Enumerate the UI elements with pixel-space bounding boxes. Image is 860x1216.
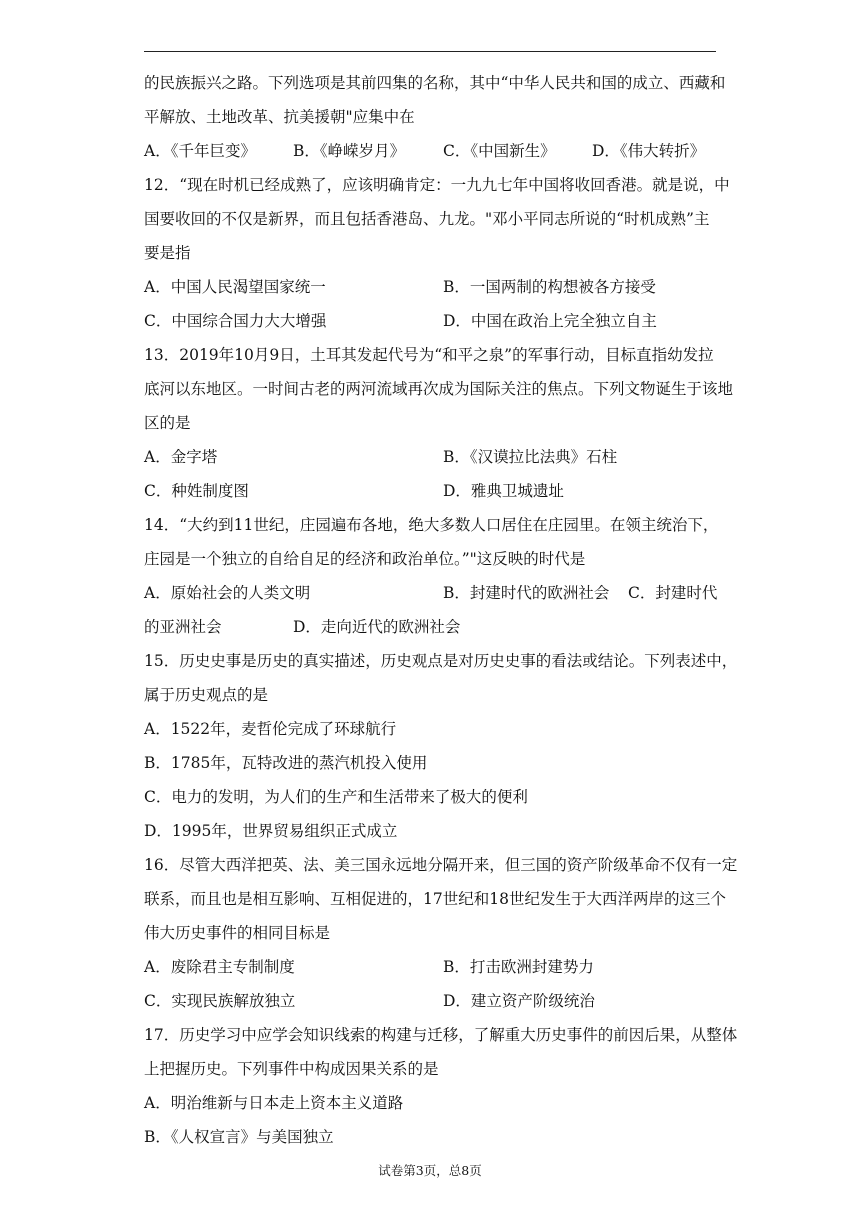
question-11-text-line-2: 平解放、土地改革、抗美援朝"应集中在 xyxy=(144,108,415,126)
option-a[interactable]: A．原始社会的人类文明 xyxy=(144,584,311,602)
question-13-text-line-1: 13．2019年10月9日，土耳其发起代号为“和平之泉”的军事行动，目标直指幼发拉 xyxy=(144,346,714,364)
question-14-text-line-1: 14．“大约到11世纪，庄园遍布各地，绝大多数人口居住在庄园里。在领主统治下， xyxy=(144,516,719,534)
option-a[interactable]: A．明治维新与日本走上资本主义道路 xyxy=(144,1094,404,1112)
option-d[interactable]: D．1995年，世界贸易组织正式成立 xyxy=(144,822,398,840)
option-c-continued[interactable]: 的亚洲社会 xyxy=(144,618,222,636)
header-rule xyxy=(144,51,716,52)
question-11-text-line-1: 的民族振兴之路。下列选项是其前四集的名称，其中“中华人民共和国的成立、西藏和 xyxy=(144,74,726,92)
question-13-text-line-2: 底河以东地区。一时间古老的两河流域再次成为国际关注的焦点。下列文物诞生于该地 xyxy=(144,380,734,398)
option-b[interactable]: B．《汉谟拉比法典》石柱 xyxy=(443,448,618,466)
question-16-text-line-2: 联系，而且也是相互影响、互相促进的，17世纪和18世纪发生于大西洋两岸的这三个 xyxy=(144,890,726,908)
option-b[interactable]: B．1785年，瓦特改进的蒸汽机投入使用 xyxy=(144,754,428,772)
option-b[interactable]: B．打击欧洲封建势力 xyxy=(443,958,594,976)
option-c[interactable]: C．封建时代 xyxy=(628,584,718,602)
page-footer: 试卷第3页，总8页 xyxy=(378,1163,482,1178)
option-d[interactable]: D．《伟大转折》 xyxy=(592,142,706,160)
option-d[interactable]: D．雅典卫城遗址 xyxy=(443,482,564,500)
option-c[interactable]: C．《中国新生》 xyxy=(443,142,556,160)
question-13-text-line-3: 区的是 xyxy=(144,414,191,432)
option-a[interactable]: A．废除君主专制制度 xyxy=(144,958,295,976)
option-a[interactable]: A．1522年，麦哲伦完成了环球航行 xyxy=(144,720,397,738)
option-a[interactable]: A．《千年巨变》 xyxy=(144,142,256,160)
option-a[interactable]: A．金字塔 xyxy=(144,448,218,466)
question-17-text-line-2: 上把握历史。下列事件中构成因果关系的是 xyxy=(144,1060,439,1078)
option-c[interactable]: C．中国综合国力大大增强 xyxy=(144,312,327,330)
option-c[interactable]: C．种姓制度图 xyxy=(144,482,249,500)
option-b[interactable]: B．一国两制的构想被各方接受 xyxy=(443,278,656,296)
option-b[interactable]: B．《人权宣言》与美国独立 xyxy=(144,1128,334,1146)
option-c[interactable]: C．实现民族解放独立 xyxy=(144,992,296,1010)
question-17-text-line-1: 17．历史学习中应学会知识线索的构建与迁移，了解重大历史事件的前因后果，从整体 xyxy=(144,1026,738,1044)
question-15-text-line-2: 属于历史观点的是 xyxy=(144,686,269,704)
question-14-text-line-2: 庄园是一个独立的自给自足的经济和政治单位。”"这反映的时代是 xyxy=(144,550,586,568)
option-d[interactable]: D．中国在政治上完全独立自主 xyxy=(443,312,657,330)
option-d[interactable]: D．建立资产阶级统治 xyxy=(443,992,595,1010)
question-15-text-line-1: 15．历史史事是历史的真实描述，历史观点是对历史史事的看法或结论。下列表述中， xyxy=(144,652,738,670)
option-b[interactable]: B．封建时代的欧洲社会 xyxy=(443,584,610,602)
question-16-text-line-3: 伟大历史事件的相同目标是 xyxy=(144,924,331,942)
question-12-text-line-2: 国要收回的不仅是新界，而且包括香港岛、九龙。"邓小平同志所说的“时机成熟”主 xyxy=(144,210,710,228)
option-c[interactable]: C．电力的发明，为人们的生产和生活带来了极大的便利 xyxy=(144,788,528,806)
question-12-text-line-3: 要是指 xyxy=(144,244,191,262)
option-b[interactable]: B．《峥嵘岁月》 xyxy=(293,142,406,160)
option-a[interactable]: A．中国人民渴望国家统一 xyxy=(144,278,326,296)
question-16-text-line-1: 16．尽管大西洋把英、法、美三国永远地分隔开来，但三国的资产阶级革命不仅有一定 xyxy=(144,856,738,874)
option-d[interactable]: D．走向近代的欧洲社会 xyxy=(293,618,461,636)
question-12-text-line-1: 12．“现在时机已经成熟了，应该明确肯定：一九九七年中国将收回香港。就是说，中 xyxy=(144,176,730,194)
